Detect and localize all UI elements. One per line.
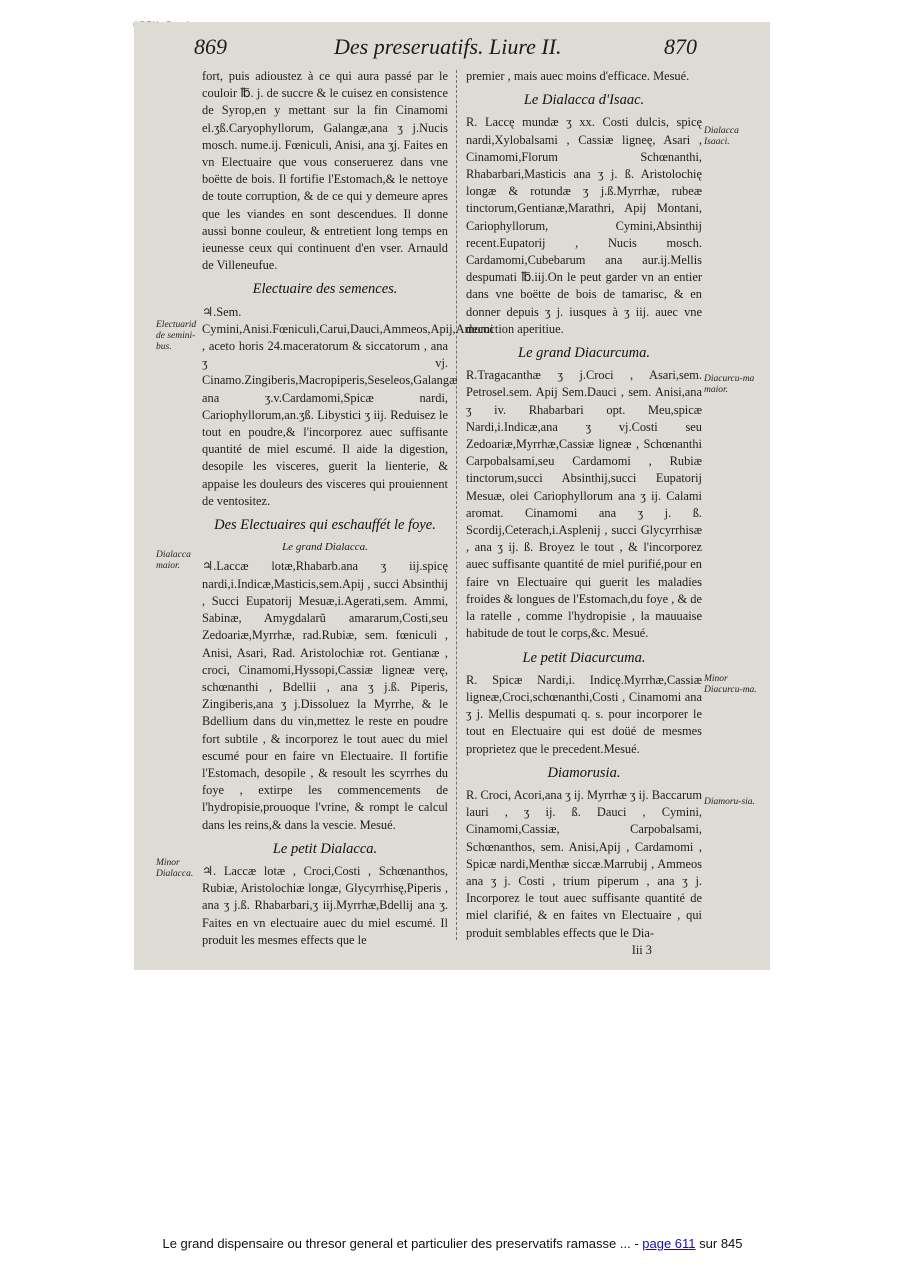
paragraph: premier , mais auec moins d'efficace. Mesué.: [466, 69, 690, 83]
page-link[interactable]: page 611: [642, 1236, 696, 1251]
page-number-right: 870: [664, 34, 697, 59]
section-heading: Le grand Diacurcuma.: [518, 345, 650, 362]
right-column: [466, 68, 702, 959]
footer-caption: [0, 1236, 905, 1251]
margin-note-electuarid: Electuarid de semini-bus.: [156, 320, 197, 352]
margin-note-diacurcu-maior: Diacurcu-ma maior.: [704, 374, 755, 395]
running-title: Des preseruatifs. Liure II.: [334, 34, 562, 59]
paragraph: ♃.Laccæ lotæ,Rhabarb.ana ʒ iij.spicę nardi,i.Indicæ,Masticis,sem.Apij , succi Absinthij , Succi Eupatorij Mesuæ,i.Agerati,sem. Ammi, Sabinæ, Amygdalarũ amararum,Costi,seu Zedoariæ,Myrrhæ, rad.Rubiæ, sem. fœniculi , Anisi, Asari, Rad. Aristolochiæ rot. Gentianæ , croci, Cinamomi,Hyssopi,Cassiæ ligneæ verę, schœnanthi , Bdellii , ana ʒ j.ß. Piperis, Zingiberis,ana ʒ j.Dissoluez la Myrrhe, & le Bdellium dans du vin,mettez le reste en poudre fort subtile , & incorporez le tout auec du miel escumé pour en faire vn Electuaire. Il fortifie l'Estomach, desopile , & resoult les scyrrhes du foye , extirpe les commencements de l'hydropisie,prouoque l'vrine, & rompt le calcul dans les reins,& dans la vescie. Mesué.: [202, 559, 448, 832]
catchword: Iii 3: [631, 942, 652, 957]
paragraph: ♃. Laccæ lotæ , Croci,Costi , Schœnanthos, Rubiæ, Aristolochiæ longæ, Glycyrrhisę,Piperis , ana ʒ j.ß. Rhabarbari,ʒ iij.Myrrhæ,Bdellij ana ʒ. Faites en vn electuaire auec du miel escumé. Il produit les mesmes effects que le: [202, 863, 448, 947]
paragraph: R. Spicæ Nardi,i. Indicę.Myrrhæ,Cassiæ ligneæ,Croci,schœnanthi,Costi , Cinamomi ana ʒ j. Mellis despumati q. s. pour incorporer le tout en Electuaire qui est doüé de mesmes proprietez que le precedent.Mesué.: [466, 672, 702, 756]
margin-note-diamorusia: Diamoru-sia.: [704, 797, 755, 807]
margin-note-minor-diacurcuma: Minor Diacurcu-ma.: [704, 674, 757, 695]
section-heading: Des Electuaires qui eschauffét le foye.: [214, 517, 436, 534]
margin-note-minor-dialacca: Minor Dialacca.: [156, 858, 194, 879]
section-heading: Diamorusia.: [547, 764, 621, 781]
section-heading: Electuaire des semences.: [252, 281, 398, 298]
section-heading: Le petit Dialacca.: [272, 840, 378, 857]
paragraph: R. Croci, Acori,ana ʒ ij. Myrrhæ ʒ ij. Baccarum lauri , ʒ ij. ß. Dauci , Cymini, Cinamomi,Cassiæ, Carpobalsami, Schœnanthos, sem. Anisi,Apij , Cardamomi , Spicæ nardi,Menthæ siccæ.Marrubij , Ammeos ana ʒ j. Costi , trium piperum , ana ʒ j. Incorporez le tout auec suffisante quantité de miel clarifié, & en faites vn Electuaire , qui produit semblables effects que le Dia-: [466, 787, 702, 940]
margin-note-dialacca-isaaci: Dialacca Isaaci.: [704, 126, 739, 147]
page-number-left: 869: [194, 34, 227, 59]
column-divider: [456, 70, 458, 940]
section-heading: Le Dialacca d'Isaac.: [523, 92, 645, 109]
margin-note-dialacca-maior: Dialacca maior.: [156, 550, 191, 571]
section-heading: Le petit Diacurcuma.: [522, 649, 646, 666]
scanned-page: [134, 22, 770, 970]
sub-heading: Le grand Dialacca.: [282, 541, 368, 554]
footer-text: Le grand dispensaire ou thresor general et particulier des preservatifs ramasse ... -: [162, 1236, 643, 1251]
paragraph: fort, puis adioustez à ce qui aura passé par le couloir ℔. j. de succre & le cuisez en consistence de Syrop,en y mettant sur la fin Cinamomi el.ʒß.Caryophyllorum, Galangæ,ana ʒ j.Nucis mosch. nume.ij. Fœniculi, Anisi, ana ʒj. Faites en vn Electuaire que vous conseruerez dans vne boëtte de bois. Il fortifie l'Estomach,& le nettoye de toute corruption, & de ce qui y demeure apres que les viandes en sont descendues. Il donne aussi bonne couleur, & entretient long temps en ieunesse ceux qui continuent d'en vser. Arnauld de Villeneufue.: [202, 69, 448, 273]
paragraph: R. Laccę mundæ ʒ xx. Costi dulcis, spicę nardi,Xylobalsami , Cassiæ ligneę, Asari , Cinamomi,Florum Schœnanthi, Rhabarbari,Masticis ana ʒ j. ß. Aristolochię longæ & rotundæ ʒ j.ß.Myrrhæ, rubeæ tinctorum,Gentianæ,Marathri, Apij Montani, Cariophyllorum, Cymini,Absinthij recent.Eupatorij , Nucis mosch. Cardamomi,Cubebarum ana aur.ij.Mellis despumati ℔.iij.On le peut garder vn an entier dans vne boëtte de bois de tamarisc, & en donner depuis ʒ j. iusques à ʒ iij. auec vne decoction aperitiue.: [466, 115, 702, 336]
left-column: [202, 68, 494, 949]
footer-suffix: sur 845: [695, 1236, 743, 1251]
paragraph: ♃.Sem. Cymini,Anisi.Fœniculi,Carui,Dauci,Ammeos,Apij,Amomi , aceto horis 24.maceratorum & siccatorum , ana ʒ vj. Cinamo.Zingiberis,Macropiperis,Seseleos,Galangæ ana ʒ.v.Cardamomi,Spicæ nardi, Cariophyllorum,an.ʒß. Libystici ʒ iij. Reduisez le tout en poudre,& l'incorporez auec suffisante quantité de miel escumé. Il aide la digestion, desopile les visceres, guerit la lienterie, & appaise les douleurs des visceres qui prouiennent de ventositez.: [202, 304, 494, 508]
paragraph: R.Tragacanthæ ʒ j.Croci , Asari,sem. Petrosel.sem. Apij Sem.Dauci , sem. Anisi,ana ʒ iv. Rhabarbari opt. Meu,spicæ Nardi,i.Indicæ,ana ʒ vj.Costi seu Zedoariæ,Myrrhæ,Cassiæ ligneæ , Schœnanthi Carpobalsami,seu Cardamomi , Rubiæ tinctorum,succi Absinthij,succi Eupatorij Mesuæ, olei Cariophyllorum ana ʒ ij. Calami aromat. Cinamomi ana ʒ j. ß. Scordij,Ceterach,i.Asplenij , succi Glycyrrhisæ , ana ʒ ij. ß. Broyez le tout , & l'incorporez auec suffisante quantité de miel purifié,pour en faire vn Electuaire qui guerit les maladies froides & longues de l'Estomach,du foye , & de la ratelle , comme l'hydropisie , la mauuaise habitude de tout le corps,&c. Mesué.: [466, 368, 702, 641]
